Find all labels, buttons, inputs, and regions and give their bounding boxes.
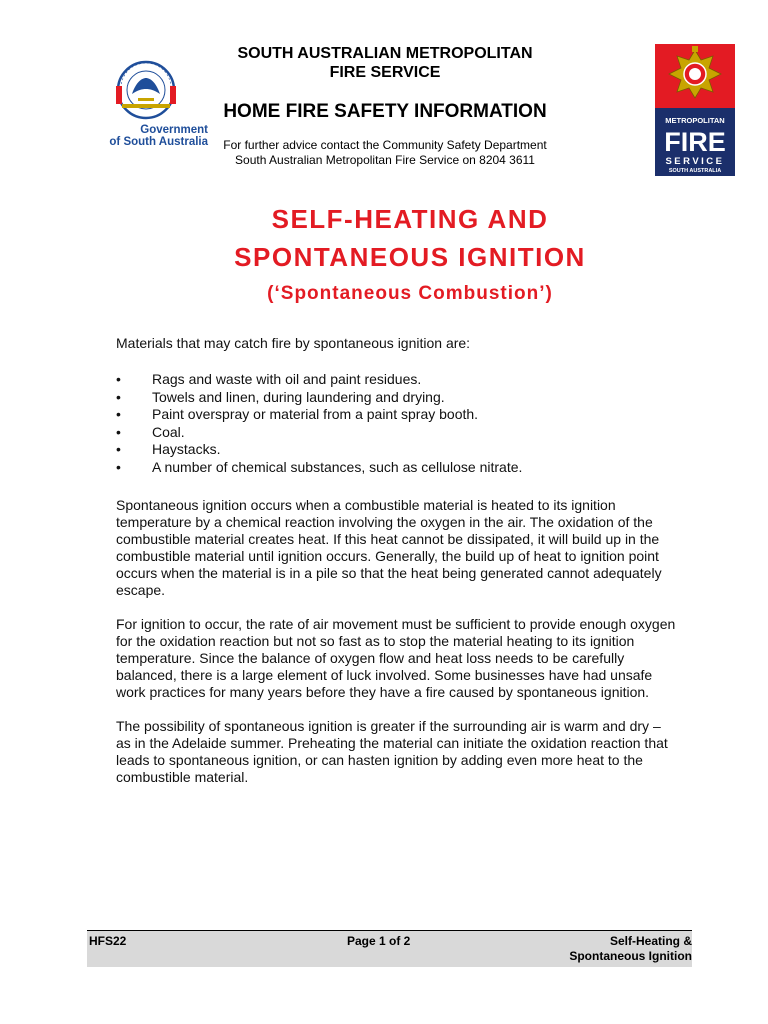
- paragraph-ignition-process: Spontaneous ignition occurs when a combustible material is heated to its ignition temperature by a chemical reaction involving the oxygen in the air. The oxidation of the combustible material creates heat. If this heat cannot be dissipated, it will build up in the combustible material until ignition occurs. Generally, the build up of heat to ignition point occurs when the material is in a pile so that the heat being generated cannot adequately escape.: [116, 496, 662, 598]
- document-subtitle: (‘Spontaneous Combustion’): [267, 283, 553, 304]
- government-logo: [84, 58, 208, 154]
- government-line-2: of South Australia: [109, 136, 208, 148]
- materials-list: [116, 371, 676, 477]
- bullet-icon: •: [116, 441, 121, 458]
- title-line-2: SPONTANEOUS IGNITION: [234, 242, 586, 272]
- list-item-text: Rags and waste with oil and paint residues.: [152, 371, 422, 387]
- list-item: [116, 424, 676, 442]
- contact-line-1: For further advice contact the Community Safety Department: [223, 138, 547, 152]
- list-item-text: Towels and linen, during laundering and drying.: [152, 388, 445, 405]
- bullet-icon: •: [116, 371, 121, 387]
- intro-text: Materials that may catch fire by spontaneous ignition are:: [116, 335, 471, 351]
- list-item: [116, 441, 676, 459]
- organisation-line-2: FIRE SERVICE: [329, 64, 441, 81]
- contact-info: [210, 138, 560, 168]
- info-title: HOME FIRE SAFETY INFORMATION: [223, 101, 547, 122]
- organisation-line-1: SOUTH AUSTRALIAN METROPOLITAN: [237, 45, 533, 62]
- title-line-1: SELF-HEATING AND: [271, 204, 549, 234]
- paragraph-air-movement: For ignition to occur, the rate of air movement must be sufficient to provide enough oxygen for the oxidation reaction but not so fast as to stop the material heating to its ignition temperature. Since the balance of oxygen flow and heat loss needs to be carefully balanced, there is a large element of luck involved. Some businesses have had unsafe work practices for many years before they have a fire caused by spontaneous ignition.: [116, 615, 676, 700]
- list-item: [116, 459, 676, 477]
- list-item-text: A number of chemical substances, such as cellulose nitrate.: [152, 458, 523, 475]
- mfs-fire-label: FIRE: [664, 127, 726, 157]
- south-australia-emblem-icon: [114, 58, 178, 124]
- list-item-text: Coal.: [152, 423, 185, 440]
- bullet-icon: •: [116, 458, 121, 475]
- footer-title-line-1: Self-Heating &: [609, 934, 692, 948]
- footer-page-number: Page 1 of 2: [347, 934, 411, 948]
- footer-title: [569, 934, 692, 964]
- bullet-icon: •: [116, 388, 121, 405]
- mfs-region-label: SOUTH AUSTRALIA: [668, 168, 722, 174]
- footer-title-line-2: Spontaneous Ignition: [569, 949, 692, 963]
- bullet-icon: •: [116, 423, 121, 440]
- bullet-icon: •: [116, 406, 121, 423]
- list-item: [116, 389, 676, 407]
- list-item-text: Paint overspray or material from a paint spray booth.: [152, 406, 479, 423]
- contact-line-2: South Australian Metropolitan Fire Service on 8204 3611: [235, 153, 535, 167]
- government-line-1: Government: [140, 124, 208, 136]
- list-item: [116, 406, 676, 424]
- page-footer: [87, 930, 692, 967]
- list-item-text: Haystacks.: [152, 441, 221, 458]
- fire-service-logo: [655, 44, 735, 176]
- document-title: [150, 200, 670, 276]
- organisation-title: [210, 44, 560, 82]
- paragraph-warm-dry-conditions: The possibility of spontaneous ignition is greater if the surrounding air is warm and dry – as in the Adelaide summer. Preheating the material can initiate the oxidation reaction that leads to spontaneous ignition, or can hasten ignition by adding even more heat to the combustible material.: [116, 717, 668, 785]
- mfs-service-label: SERVICE: [665, 156, 725, 167]
- list-item: [116, 371, 676, 389]
- document-body: [116, 335, 676, 803]
- government-wordmark: [84, 124, 208, 148]
- footer-document-code: HFS22: [89, 934, 127, 948]
- mfs-top-label: METROPOLITAN: [665, 116, 725, 125]
